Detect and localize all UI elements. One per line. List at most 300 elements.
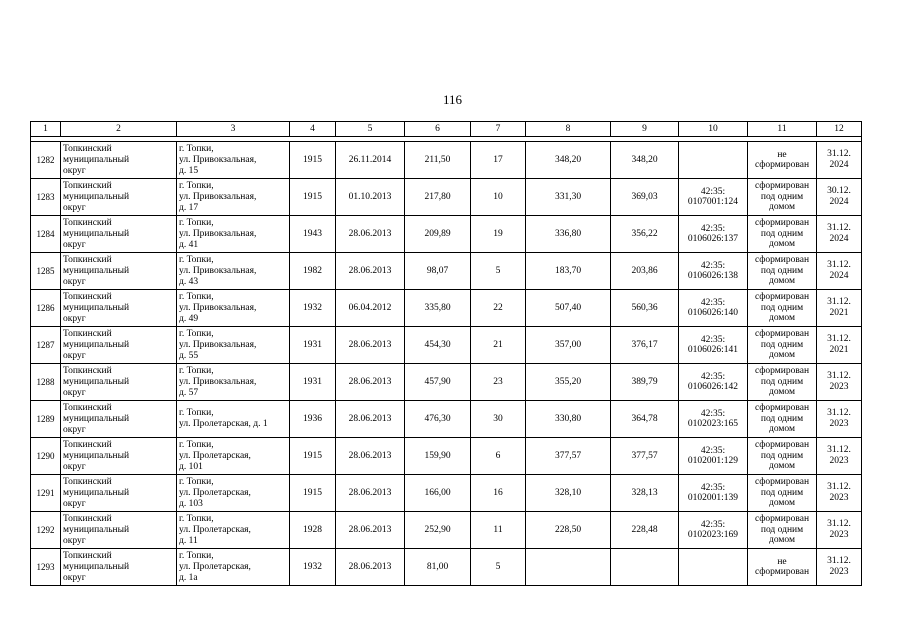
cell-line: сформирован <box>754 440 810 451</box>
cell-line: г. Топки, <box>179 254 214 265</box>
cell-col7: 17 <box>471 142 526 179</box>
cell-col8: 331,30 <box>526 179 611 216</box>
cell-line: 0106026:138 <box>687 271 739 281</box>
cell-line: 2023 <box>829 530 849 540</box>
cell-col7: 21 <box>471 327 526 364</box>
cell-district <box>61 364 177 401</box>
cell-line: домом <box>769 202 795 213</box>
cell-col8: 377,57 <box>526 438 611 475</box>
cell-line: под одним <box>760 413 804 424</box>
cell-col6: 166,00 <box>405 475 471 512</box>
table-row <box>31 364 862 401</box>
cell-line: д. 57 <box>179 387 199 398</box>
cell-deadline <box>817 401 862 438</box>
cell-line: 31.12. <box>827 223 851 233</box>
cell-line: г. Топки, <box>179 513 214 524</box>
cell-address <box>177 475 290 512</box>
cell-col7: 5 <box>471 549 526 586</box>
cell-address <box>177 364 290 401</box>
cell-cadastral <box>679 290 748 327</box>
cell-line: домом <box>769 387 795 398</box>
column-header-1: 1 <box>31 122 61 137</box>
table-body <box>31 142 862 586</box>
cell-line: под одним <box>760 339 804 350</box>
cell-deadline <box>817 327 862 364</box>
cell-year: 1915 <box>290 438 336 475</box>
cell-line: под одним <box>760 450 804 461</box>
cell-line: 42:35: <box>700 334 726 345</box>
cell-line: домом <box>769 276 795 287</box>
cell-number: 1286 <box>31 290 61 327</box>
table-row <box>31 401 862 438</box>
cell-status <box>748 549 817 586</box>
cell-address <box>177 438 290 475</box>
cell-line: домом <box>769 239 795 250</box>
cell-line: 2023 <box>829 419 849 429</box>
cell-line: округ <box>63 313 86 324</box>
cell-line: Топкинский <box>63 328 112 339</box>
cell-district <box>61 142 177 179</box>
cell-number: 1291 <box>31 475 61 512</box>
cell-line: сформирован <box>754 477 810 488</box>
column-header-3: 3 <box>177 122 290 137</box>
cell-col8: 183,70 <box>526 253 611 290</box>
cell-year: 1931 <box>290 327 336 364</box>
cell-number: 1288 <box>31 364 61 401</box>
cell-district <box>61 216 177 253</box>
cell-address <box>177 142 290 179</box>
table-row <box>31 438 862 475</box>
cell-col7: 22 <box>471 290 526 327</box>
cell-address <box>177 179 290 216</box>
cell-deadline <box>817 216 862 253</box>
cell-line: Топкинский <box>63 513 112 524</box>
cell-line: 2023 <box>829 567 849 577</box>
cell-col7: 16 <box>471 475 526 512</box>
cell-line: под одним <box>760 302 804 313</box>
table-row <box>31 253 862 290</box>
cell-line: домом <box>769 498 795 509</box>
cell-number: 1283 <box>31 179 61 216</box>
cell-line: 31.12. <box>827 334 851 344</box>
cell-line: д. 55 <box>179 350 199 361</box>
cell-line: округ <box>63 276 86 287</box>
cell-line: муниципальный <box>63 561 130 572</box>
cell-status <box>748 475 817 512</box>
cell-line: 2024 <box>829 197 849 207</box>
cell-district <box>61 475 177 512</box>
column-header-5: 5 <box>336 122 405 137</box>
cell-line: муниципальный <box>63 339 130 350</box>
cell-line: 42:35: <box>700 260 726 271</box>
table-row <box>31 216 862 253</box>
cell-line: сформирован <box>754 329 810 340</box>
cell-line: домом <box>769 350 795 361</box>
cell-line: 2021 <box>829 345 849 355</box>
table-row <box>31 549 862 586</box>
cell-year: 1936 <box>290 401 336 438</box>
cell-line: д. 103 <box>179 498 203 509</box>
cell-deadline <box>817 364 862 401</box>
cell-line: 42:35: <box>700 482 726 493</box>
cell-cadastral <box>679 253 748 290</box>
cell-address <box>177 290 290 327</box>
cell-line: 0107001:124 <box>687 197 739 207</box>
cell-line: д. 15 <box>179 165 199 176</box>
cell-address <box>177 253 290 290</box>
cell-line: 31.12. <box>827 260 851 270</box>
cell-line: домом <box>769 313 795 324</box>
cell-line: округ <box>63 498 86 509</box>
cell-line: домом <box>769 424 795 435</box>
cell-line: 0102023:165 <box>687 419 739 429</box>
cell-line: сформирован <box>754 403 810 414</box>
cell-col9: 389,79 <box>611 364 679 401</box>
cell-number: 1289 <box>31 401 61 438</box>
cell-line: под одним <box>760 524 804 535</box>
cell-date: 06.04.2012 <box>336 290 405 327</box>
cell-date: 28.06.2013 <box>336 549 405 586</box>
cell-col6: 454,30 <box>405 327 471 364</box>
cell-date: 28.06.2013 <box>336 327 405 364</box>
cell-line: муниципальный <box>63 450 130 461</box>
cell-year: 1931 <box>290 364 336 401</box>
cell-line: сформирован <box>754 292 810 303</box>
cell-line: муниципальный <box>63 413 130 424</box>
cell-line: 42:35: <box>700 408 726 419</box>
cell-status <box>748 364 817 401</box>
cell-line: Топкинский <box>63 550 112 561</box>
cell-line: округ <box>63 387 86 398</box>
cell-line: 2021 <box>829 308 849 318</box>
cell-status <box>748 401 817 438</box>
cell-number: 1285 <box>31 253 61 290</box>
cell-line: ул. Привокзальная, <box>179 154 257 165</box>
cell-line: 42:35: <box>700 445 726 456</box>
cell-line: 31.12. <box>827 371 851 381</box>
cell-year: 1932 <box>290 549 336 586</box>
column-header-10: 10 <box>679 122 748 137</box>
cell-status <box>748 438 817 475</box>
cell-line: ул. Привокзальная, <box>179 265 257 276</box>
cell-line: сформирован <box>754 567 810 577</box>
cell-cadastral <box>679 438 748 475</box>
cell-line: Топкинский <box>63 180 112 191</box>
cell-line: ул. Привокзальная, <box>179 376 257 387</box>
cell-cadastral <box>679 364 748 401</box>
cell-year: 1982 <box>290 253 336 290</box>
cell-col7: 10 <box>471 179 526 216</box>
cell-line: 42:35: <box>700 297 726 308</box>
register-table <box>30 121 862 586</box>
cell-col7: 6 <box>471 438 526 475</box>
cell-district <box>61 401 177 438</box>
cell-year: 1915 <box>290 475 336 512</box>
cell-line: 0106026:137 <box>687 234 739 244</box>
cell-col8: 330,80 <box>526 401 611 438</box>
cell-line: округ <box>63 202 86 213</box>
cell-number: 1290 <box>31 438 61 475</box>
cell-col9: 203,86 <box>611 253 679 290</box>
cell-col7: 11 <box>471 512 526 549</box>
cell-address <box>177 327 290 364</box>
cell-line: г. Топки, <box>179 143 214 154</box>
cell-line: д. 41 <box>179 239 199 250</box>
cell-line: не <box>777 556 787 567</box>
table-row <box>31 179 862 216</box>
cell-line: 42:35: <box>700 519 726 530</box>
cell-line: округ <box>63 461 86 472</box>
table-row <box>31 327 862 364</box>
cell-line: округ <box>63 535 86 546</box>
cell-line: муниципальный <box>63 487 130 498</box>
cell-district <box>61 179 177 216</box>
cell-col9: 560,36 <box>611 290 679 327</box>
cell-line: 2023 <box>829 382 849 392</box>
cell-col6: 335,80 <box>405 290 471 327</box>
cell-col8 <box>526 549 611 586</box>
cell-line: Топкинский <box>63 365 112 376</box>
cell-line: 0102001:139 <box>687 493 739 503</box>
cell-cadastral <box>679 401 748 438</box>
cell-col6: 211,50 <box>405 142 471 179</box>
cell-line: домом <box>769 461 795 472</box>
cell-col8: 328,10 <box>526 475 611 512</box>
cell-cadastral <box>679 475 748 512</box>
cell-cadastral <box>679 327 748 364</box>
cell-cadastral <box>679 179 748 216</box>
cell-line: сформирован <box>754 514 810 525</box>
cell-line: 2024 <box>829 160 849 170</box>
page-number: 116 <box>442 92 463 107</box>
cell-deadline <box>817 475 862 512</box>
cell-line: 31.12. <box>827 297 851 307</box>
cell-col8: 336,80 <box>526 216 611 253</box>
cell-col6: 457,90 <box>405 364 471 401</box>
cell-line: д. 17 <box>179 202 199 213</box>
cell-line: 42:35: <box>700 186 726 197</box>
cell-date: 26.11.2014 <box>336 142 405 179</box>
cell-col8: 507,40 <box>526 290 611 327</box>
cell-date: 28.06.2013 <box>336 512 405 549</box>
cell-line: ул. Пролетарская, д. 1 <box>179 419 268 429</box>
cell-deadline <box>817 438 862 475</box>
cell-address <box>177 401 290 438</box>
cell-status <box>748 327 817 364</box>
cell-line: 0106026:140 <box>687 308 739 318</box>
cell-col7: 5 <box>471 253 526 290</box>
cell-line: муниципальный <box>63 154 130 165</box>
cell-year: 1943 <box>290 216 336 253</box>
cell-col9: 377,57 <box>611 438 679 475</box>
cell-district <box>61 290 177 327</box>
cell-line: 2024 <box>829 271 849 281</box>
cell-col8: 228,50 <box>526 512 611 549</box>
cell-line: муниципальный <box>63 524 130 535</box>
cell-line: Топкинский <box>63 291 112 302</box>
cell-line: округ <box>63 350 86 361</box>
cell-col6: 98,07 <box>405 253 471 290</box>
cell-line: 31.12. <box>827 149 851 159</box>
cell-line: не <box>777 149 787 160</box>
cell-status <box>748 142 817 179</box>
cell-line: сформирован <box>754 255 810 266</box>
cell-col6: 252,90 <box>405 512 471 549</box>
cell-line: муниципальный <box>63 376 130 387</box>
table-row <box>31 142 862 179</box>
cell-line: г. Топки, <box>179 328 214 339</box>
cell-line: ул. Пролетарская, <box>179 450 251 461</box>
cell-line: ул. Привокзальная, <box>179 302 257 313</box>
column-header-2: 2 <box>61 122 177 137</box>
cell-number: 1282 <box>31 142 61 179</box>
cell-col9: 228,48 <box>611 512 679 549</box>
cell-line: округ <box>63 239 86 250</box>
cell-line: ул. Пролетарская, <box>179 561 251 572</box>
cell-district <box>61 438 177 475</box>
cell-line: сформирован <box>754 218 810 229</box>
cell-line: домом <box>769 535 795 546</box>
cell-line: д. 49 <box>179 313 199 324</box>
cell-district <box>61 512 177 549</box>
cell-col9: 364,78 <box>611 401 679 438</box>
cell-deadline <box>817 512 862 549</box>
cell-date: 28.06.2013 <box>336 253 405 290</box>
cell-line: Топкинский <box>63 439 112 450</box>
cell-line: 0106026:142 <box>687 382 739 392</box>
cell-line: 42:35: <box>700 371 726 382</box>
cell-address <box>177 549 290 586</box>
cell-line: Топкинский <box>63 254 112 265</box>
cell-status <box>748 216 817 253</box>
cell-line: 31.12. <box>827 445 851 455</box>
cell-col9 <box>611 549 679 586</box>
cell-line: г. Топки, <box>179 365 214 376</box>
cell-year: 1928 <box>290 512 336 549</box>
column-header-6: 6 <box>405 122 471 137</box>
table-row <box>31 512 862 549</box>
cell-line: под одним <box>760 376 804 387</box>
cell-line: д. 43 <box>179 276 199 287</box>
cell-line: муниципальный <box>63 302 130 313</box>
cell-deadline <box>817 253 862 290</box>
cell-date: 28.06.2013 <box>336 475 405 512</box>
cell-line: 31.12. <box>827 482 851 492</box>
cell-line: 30.12. <box>827 186 851 196</box>
cell-line: 0102001:129 <box>687 456 739 466</box>
cell-line: сформирован <box>754 366 810 377</box>
cell-col7: 30 <box>471 401 526 438</box>
cell-status <box>748 179 817 216</box>
cell-line: 31.12. <box>827 408 851 418</box>
cell-col6: 217,80 <box>405 179 471 216</box>
cell-line: ул. Привокзальная, <box>179 191 257 202</box>
cell-date: 28.06.2013 <box>336 401 405 438</box>
cell-deadline <box>817 290 862 327</box>
cell-col9: 328,13 <box>611 475 679 512</box>
cell-status <box>748 512 817 549</box>
cell-year: 1932 <box>290 290 336 327</box>
cell-date: 28.06.2013 <box>336 438 405 475</box>
cell-line: 2024 <box>829 234 849 244</box>
cell-number: 1292 <box>31 512 61 549</box>
cell-col7: 23 <box>471 364 526 401</box>
cell-line: под одним <box>760 265 804 276</box>
cell-line: г. Топки, <box>179 217 214 228</box>
column-header-7: 7 <box>471 122 526 137</box>
cell-line: д. 1а <box>179 572 198 583</box>
cell-col6: 476,30 <box>405 401 471 438</box>
cell-line: 31.12. <box>827 519 851 529</box>
cell-deadline <box>817 142 862 179</box>
cell-line: г. Топки, <box>179 439 214 450</box>
cell-year: 1915 <box>290 142 336 179</box>
cell-line: под одним <box>760 191 804 202</box>
cell-line: д. 101 <box>179 461 203 472</box>
cell-deadline <box>817 179 862 216</box>
column-header-8: 8 <box>526 122 611 137</box>
cell-line: Топкинский <box>63 402 112 413</box>
cell-line: округ <box>63 165 86 176</box>
cell-line: г. Топки, <box>179 550 214 561</box>
cell-cadastral <box>679 216 748 253</box>
column-header-9: 9 <box>611 122 679 137</box>
cell-line: 0102023:169 <box>687 530 739 540</box>
cell-col9: 369,03 <box>611 179 679 216</box>
cell-line: 42:35: <box>700 223 726 234</box>
cell-line: ул. Привокзальная, <box>179 339 257 350</box>
cell-line: г. Топки, <box>179 291 214 302</box>
cell-line: г. Топки, <box>179 408 214 418</box>
cell-col8: 355,20 <box>526 364 611 401</box>
cell-line: сформирован <box>754 160 810 170</box>
cell-line: муниципальный <box>63 228 130 239</box>
cell-date: 28.06.2013 <box>336 364 405 401</box>
cell-number: 1293 <box>31 549 61 586</box>
cell-line: Топкинский <box>63 217 112 228</box>
cell-col6: 159,90 <box>405 438 471 475</box>
cell-col6: 209,89 <box>405 216 471 253</box>
cell-line: г. Топки, <box>179 476 214 487</box>
cell-line: муниципальный <box>63 191 130 202</box>
cell-district <box>61 253 177 290</box>
cell-col8: 357,00 <box>526 327 611 364</box>
cell-line: ул. Пролетарская, <box>179 487 251 498</box>
cell-col9: 356,22 <box>611 216 679 253</box>
cell-line: Топкинский <box>63 476 112 487</box>
cell-status <box>748 290 817 327</box>
cell-line: 2023 <box>829 493 849 503</box>
cell-deadline <box>817 549 862 586</box>
cell-col6: 81,00 <box>405 549 471 586</box>
cell-col9: 376,17 <box>611 327 679 364</box>
cell-line: г. Топки, <box>179 180 214 191</box>
cell-line: под одним <box>760 228 804 239</box>
cell-cadastral <box>679 142 748 179</box>
cell-date: 28.06.2013 <box>336 216 405 253</box>
cell-line: ул. Привокзальная, <box>179 228 257 239</box>
cell-address <box>177 512 290 549</box>
cell-line: 2023 <box>829 456 849 466</box>
cell-year: 1915 <box>290 179 336 216</box>
cell-status <box>748 253 817 290</box>
cell-date: 01.10.2013 <box>336 179 405 216</box>
cell-line: ул. Пролетарская, <box>179 524 251 535</box>
cell-line: 31.12. <box>827 556 851 566</box>
cell-district <box>61 549 177 586</box>
cell-line: округ <box>63 572 86 583</box>
column-header-4: 4 <box>290 122 336 137</box>
